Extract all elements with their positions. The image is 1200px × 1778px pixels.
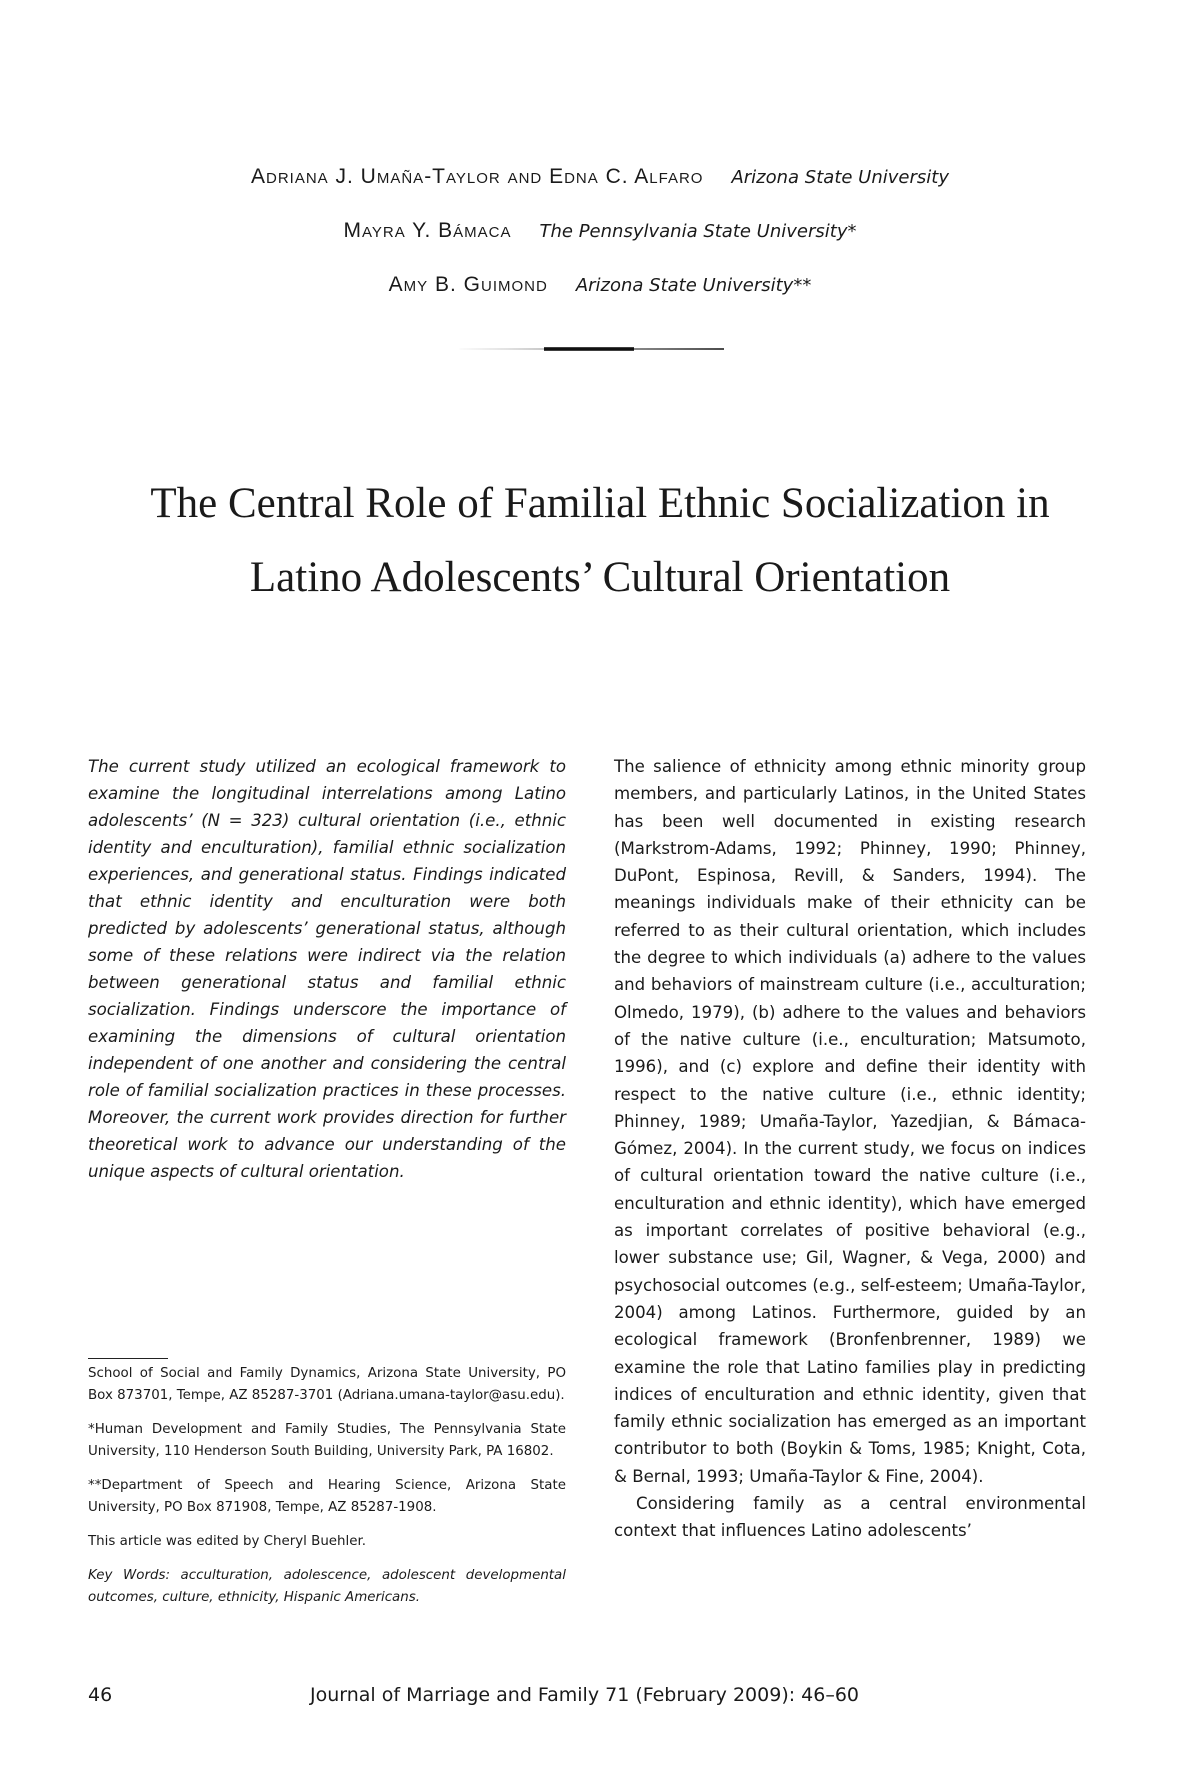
paper-title-line-1: The Central Role of Familial Ethnic Socialization in <box>150 480 1050 527</box>
author-names: Mayra Y. Bámaca <box>343 219 512 242</box>
paper-title-line-2: Latino Adolescents’ Cultural Orientation <box>249 554 951 601</box>
author-line-1 <box>0 165 1200 190</box>
author-affiliation: The Pennsylvania State University* <box>539 221 857 242</box>
author-line-3 <box>0 273 1200 298</box>
author-affiliation: Arizona State University** <box>575 275 812 296</box>
author-names: Adriana J. Umaña-Taylor and Edna C. Alfaro <box>251 165 704 188</box>
footnote-affiliation-speech: **Department of Speech and Hearing Science, Arizona State University, PO Box 871908, Tempe, AZ 85287-1908. <box>88 1478 566 1515</box>
page-number: 46 <box>88 1684 113 1706</box>
body-paragraph: The salience of ethnicity among ethnic minority group members, and particularly Latinos, in the United States has been well documented in existing research (Markstrom-Adams, 1992; Phinney, 1990; Phinney, DuPont, Espinosa, Revill, & Sanders, 1994). The meanings individuals make of their ethnicity can be referred to as their cultural orientation, which includes the degree to which individuals (a) adhere to the values and behaviors of mainstream culture (i.e., acculturation; Olmedo, 1979), (b) adhere to the values and behaviors of the native culture (i.e., enculturation; Matsumoto, 1996), and (c) explore and define their identity with respect to the native culture (i.e., ethnic identity; Phinney, 1989; Umaña-Taylor, Yazedjian, & Bámaca-Gómez, 2004). In the current study, we focus on indices of cultural orientation toward the native culture (i.e., enculturation and ethnic identity), which have emerged as important correlates of positive behavioral (e.g., lower substance use; Gil, Wagner, & Vega, 2000) and psychosocial outcomes (e.g., self-esteem; Umaña-Taylor, 2004) among Latinos. Furthermore, guided by an ecological framework (Bronfenbrenner, 1989) we examine the role that Latino families play in predicting indices of enculturation and ethnic identity, given that family ethnic socialization has emerged as an important contributor to both (Boykin & Toms, 1985; Knight, Cota, & Bernal, 1993; Umaña-Taylor & Fine, 2004). <box>614 757 1086 1486</box>
abstract: The current study utilized an ecological framework to examine the longitudinal interrelations among Latino adolescents’ (N = 323) cultural orientation (i.e., ethnic identity and enculturation), familial ethnic socialization experiences, and generational status. Findings indicated that ethnic identity and enculturation were both predicted by adolescents’ generational status, although some of these relations were indirect via the relation between generational status and familial ethnic socialization. Findings underscore the importance of examining the dimensions of cultural orientation independent of one another and considering the central role of familial socialization practices in these processes. Moreover, the current work provides direction for further theoretical work to advance our understanding of the unique aspects of cultural orientation. <box>88 757 566 1181</box>
body-paragraph: Considering family as a central environmental context that influences Latino adolescents’ <box>614 1494 1086 1541</box>
right-column <box>614 753 1086 1545</box>
footnotes <box>88 1363 566 1621</box>
page-footer <box>0 1680 1200 1710</box>
title-divider <box>454 346 724 352</box>
keywords: Key Words: acculturation, adolescence, adolescent developmental outcomes, culture, ethnicity, Hispanic Americans. <box>88 1568 566 1605</box>
footnote-affiliation-primary: School of Social and Family Dynamics, Arizona State University, PO Box 873701, Tempe, AZ 85287-3701 (Adriana.umana-taylor@asu.edu). <box>88 1366 566 1403</box>
footnote-rule <box>88 1358 168 1359</box>
footnote-affiliation-psu: *Human Development and Family Studies, The Pennsylvania State University, 110 Henderson South Building, University Park, PA 16802. <box>88 1422 566 1459</box>
journal-citation: Journal of Marriage and Family 71 (February 2009): 46–60 <box>310 1684 860 1706</box>
author-affiliation: Arizona State University <box>731 167 949 188</box>
author-names: Amy B. Guimond <box>388 273 548 296</box>
author-line-2 <box>0 219 1200 244</box>
left-column <box>88 753 566 1185</box>
footnote-editor: This article was edited by Cheryl Buehler. <box>88 1534 367 1549</box>
